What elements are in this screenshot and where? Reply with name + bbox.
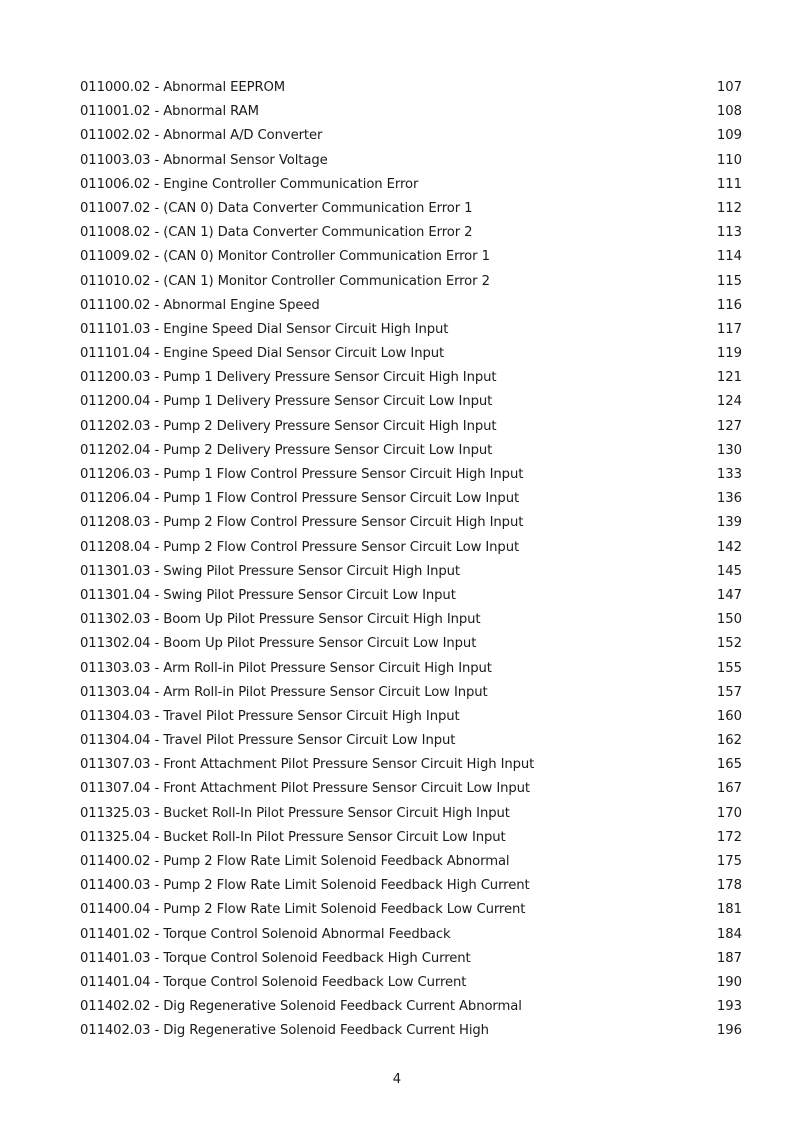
toc-entry-row[interactable]: [80, 850, 742, 874]
toc-entry-title: 011101.04 - Engine Speed Dial Sensor Circuit Low Input: [80, 346, 445, 362]
toc-entry-page: 127: [716, 418, 742, 434]
toc-entry-page: 109: [716, 128, 742, 144]
toc-entry-row[interactable]: [80, 874, 742, 898]
toc-entry-title: 011009.02 - (CAN 0) Monitor Controller Communication Error 1: [80, 249, 490, 265]
toc-entry-page: 145: [716, 563, 742, 579]
toc-entry-title: 011200.03 - Pump 1 Delivery Pressure Sensor Circuit High Input: [80, 370, 497, 386]
toc-entry-title: 011002.02 - Abnormal A/D Converter: [80, 128, 323, 144]
toc-entry-title: 011100.02 - Abnormal Engine Speed: [80, 297, 320, 313]
toc-entry-title: 011400.02 - Pump 2 Flow Rate Limit Solenoid Feedback Abnormal: [80, 854, 510, 869]
toc-entry-row[interactable]: [80, 366, 742, 390]
toc-entry-title: 011402.03 - Dig Regenerative Solenoid Feedback Current High: [80, 1023, 489, 1039]
toc-entry-row[interactable]: [80, 173, 742, 197]
toc-entry-title: 011008.02 - (CAN 1) Data Converter Communication Error 2: [80, 225, 473, 241]
toc-entry-title: 011302.03 - Boom Up Pilot Pressure Sensor Circuit High Input: [80, 612, 481, 628]
toc-entry-row[interactable]: [80, 729, 742, 753]
toc-entry-title: 011400.03 - Pump 2 Flow Rate Limit Solenoid Feedback High Current: [80, 878, 530, 894]
toc-entry-title: 011401.04 - Torque Control Solenoid Feedback Low Current: [80, 974, 467, 990]
toc-entry-row[interactable]: [80, 149, 742, 173]
toc-entry-row[interactable]: [80, 487, 742, 511]
toc-entry-row[interactable]: [80, 802, 742, 826]
toc-entry-page: 112: [716, 200, 742, 216]
toc-entry-row[interactable]: [80, 463, 742, 487]
toc-entry-page: 155: [716, 660, 742, 676]
toc-entry-page: 150: [716, 612, 742, 628]
toc-entry-title: 011001.02 - Abnormal RAM: [80, 104, 259, 120]
toc-entry-row[interactable]: [80, 995, 742, 1019]
toc-entry-title: 011303.03 - Arm Roll-in Pilot Pressure Sensor Circuit High Input: [80, 660, 492, 676]
toc-entry-page: 196: [716, 1023, 742, 1039]
toc-entry-title: 011325.03 - Bucket Roll-In Pilot Pressure Sensor Circuit High Input: [80, 805, 510, 821]
page-number: 4: [392, 1072, 402, 1087]
toc-entry-row[interactable]: [80, 342, 742, 366]
toc-entry-row[interactable]: [80, 294, 742, 318]
toc-entry-page: 157: [716, 684, 742, 700]
toc-entry-row[interactable]: [80, 753, 742, 777]
toc-entry-title: 011303.04 - Arm Roll-in Pilot Pressure Sensor Circuit Low Input: [80, 684, 488, 700]
toc-entry-row[interactable]: [80, 608, 742, 632]
toc-entry-title: 011202.04 - Pump 2 Delivery Pressure Sensor Circuit Low Input: [80, 442, 493, 458]
toc-entry-row[interactable]: [80, 415, 742, 439]
toc-entry-page: 115: [716, 273, 742, 289]
toc-entry-row[interactable]: [80, 898, 742, 922]
toc-entry-title: 011401.02 - Torque Control Solenoid Abnormal Feedback: [80, 926, 451, 942]
toc-entry-page: 178: [716, 878, 742, 894]
toc-entry-page: 181: [716, 902, 742, 918]
toc-entry-page: 167: [716, 781, 742, 797]
toc-entry-row[interactable]: [80, 76, 742, 100]
toc-entry-title: 011400.04 - Pump 2 Flow Rate Limit Solenoid Feedback Low Current: [80, 902, 526, 918]
toc-entry-row[interactable]: [80, 971, 742, 995]
toc-entry-row[interactable]: [80, 511, 742, 535]
toc-entry-row[interactable]: [80, 657, 742, 681]
toc-entry-row[interactable]: [80, 584, 742, 608]
toc-entry-title: 011301.03 - Swing Pilot Pressure Sensor Circuit High Input: [80, 563, 461, 579]
toc-entry-page: 152: [716, 636, 742, 652]
toc-entry-row[interactable]: [80, 439, 742, 463]
toc-entry-title: 011003.03 - Abnormal Sensor Voltage: [80, 152, 328, 168]
toc-entry-page: 175: [716, 854, 742, 869]
toc-entry-page: 124: [716, 394, 742, 410]
toc-entry-row[interactable]: [80, 221, 742, 245]
toc-entry-page: 114: [716, 249, 742, 265]
toc-entry-row[interactable]: [80, 197, 742, 221]
toc-entry-title: 011402.02 - Dig Regenerative Solenoid Feedback Current Abnormal: [80, 999, 522, 1015]
toc-entry-row[interactable]: [80, 777, 742, 801]
toc-entry-title: 011208.03 - Pump 2 Flow Control Pressure Sensor Circuit High Input: [80, 515, 524, 531]
toc-entry-page: 107: [716, 80, 742, 95]
toc-entry-row[interactable]: [80, 632, 742, 656]
toc-entry-title: 011101.03 - Engine Speed Dial Sensor Circuit High Input: [80, 321, 449, 337]
toc-entry-page: 193: [716, 999, 742, 1015]
toc-entry-row[interactable]: [80, 390, 742, 414]
toc-entry-title: 011006.02 - Engine Controller Communication Error: [80, 176, 419, 192]
toc-entry-title: 011206.04 - Pump 1 Flow Control Pressure Sensor Circuit Low Input: [80, 491, 520, 507]
toc-entry-title: 011307.03 - Front Attachment Pilot Pressure Sensor Circuit High Input: [80, 757, 535, 773]
toc-entry-title: 011401.03 - Torque Control Solenoid Feedback High Current: [80, 950, 471, 966]
toc-entry-row[interactable]: [80, 245, 742, 269]
toc-entry-page: 187: [716, 950, 742, 966]
toc-entry-page: 139: [716, 515, 742, 531]
toc-entry-page: 133: [716, 467, 742, 482]
toc-entry-page: 111: [716, 176, 742, 192]
toc-entry-title: 011307.04 - Front Attachment Pilot Pressure Sensor Circuit Low Input: [80, 781, 530, 797]
toc-entry-title: 011304.03 - Travel Pilot Pressure Sensor Circuit High Input: [80, 708, 460, 724]
toc-entry-page: 136: [716, 491, 742, 507]
toc-entry-row[interactable]: [80, 536, 742, 560]
toc-entry-row[interactable]: [80, 318, 742, 342]
toc-entry-page: 113: [716, 225, 742, 241]
toc-entry-title: 011302.04 - Boom Up Pilot Pressure Sensor Circuit Low Input: [80, 636, 477, 652]
toc-entry-page: 119: [716, 346, 742, 362]
toc-entry-title: 011007.02 - (CAN 0) Data Converter Communication Error 1: [80, 200, 473, 216]
toc-entry-title: 011304.04 - Travel Pilot Pressure Sensor Circuit Low Input: [80, 733, 456, 749]
toc-entry-page: 130: [716, 442, 742, 458]
toc-entry-page: 121: [716, 370, 742, 386]
toc-entry-title: 011208.04 - Pump 2 Flow Control Pressure Sensor Circuit Low Input: [80, 539, 520, 555]
toc-entry-row[interactable]: [80, 947, 742, 971]
toc-entry-row[interactable]: [80, 560, 742, 584]
toc-entry-page: 116: [716, 297, 742, 313]
toc-entry-row[interactable]: [80, 1019, 742, 1043]
toc-entry-title: 011202.03 - Pump 2 Delivery Pressure Sensor Circuit High Input: [80, 418, 497, 434]
toc-entry-page: 110: [716, 152, 742, 168]
toc-entry-row[interactable]: [80, 826, 742, 850]
toc-entry-page: 184: [716, 926, 742, 942]
toc-entry-page: 170: [716, 805, 742, 821]
toc-entry-page: 160: [716, 708, 742, 724]
toc-entry-row[interactable]: [80, 705, 742, 729]
toc-entry-title: 011200.04 - Pump 1 Delivery Pressure Sensor Circuit Low Input: [80, 394, 493, 410]
toc-entry-title: 011325.04 - Bucket Roll-In Pilot Pressure Sensor Circuit Low Input: [80, 829, 506, 845]
toc-entry-title: 011206.03 - Pump 1 Flow Control Pressure Sensor Circuit High Input: [80, 467, 524, 482]
toc-entry-title: 011301.04 - Swing Pilot Pressure Sensor Circuit Low Input: [80, 587, 456, 603]
toc-entry-page: 190: [716, 974, 742, 990]
table-of-contents: [80, 76, 742, 1044]
toc-entry-row[interactable]: [80, 270, 742, 294]
toc-entry-page: 142: [716, 539, 742, 555]
toc-entry-page: 162: [716, 733, 742, 749]
toc-entry-page: 147: [716, 587, 742, 603]
toc-entry-page: 172: [716, 829, 742, 845]
toc-entry-page: 108: [716, 104, 742, 120]
toc-entry-page: 117: [716, 321, 742, 337]
toc-entry-title: 011010.02 - (CAN 1) Monitor Controller Communication Error 2: [80, 273, 490, 289]
toc-entry-row[interactable]: [80, 124, 742, 148]
toc-entry-row[interactable]: [80, 923, 742, 947]
toc-entry-row[interactable]: [80, 100, 742, 124]
toc-entry-page: 165: [716, 757, 742, 773]
toc-entry-title: 011000.02 - Abnormal EEPROM: [80, 80, 286, 95]
toc-entry-row[interactable]: [80, 681, 742, 705]
